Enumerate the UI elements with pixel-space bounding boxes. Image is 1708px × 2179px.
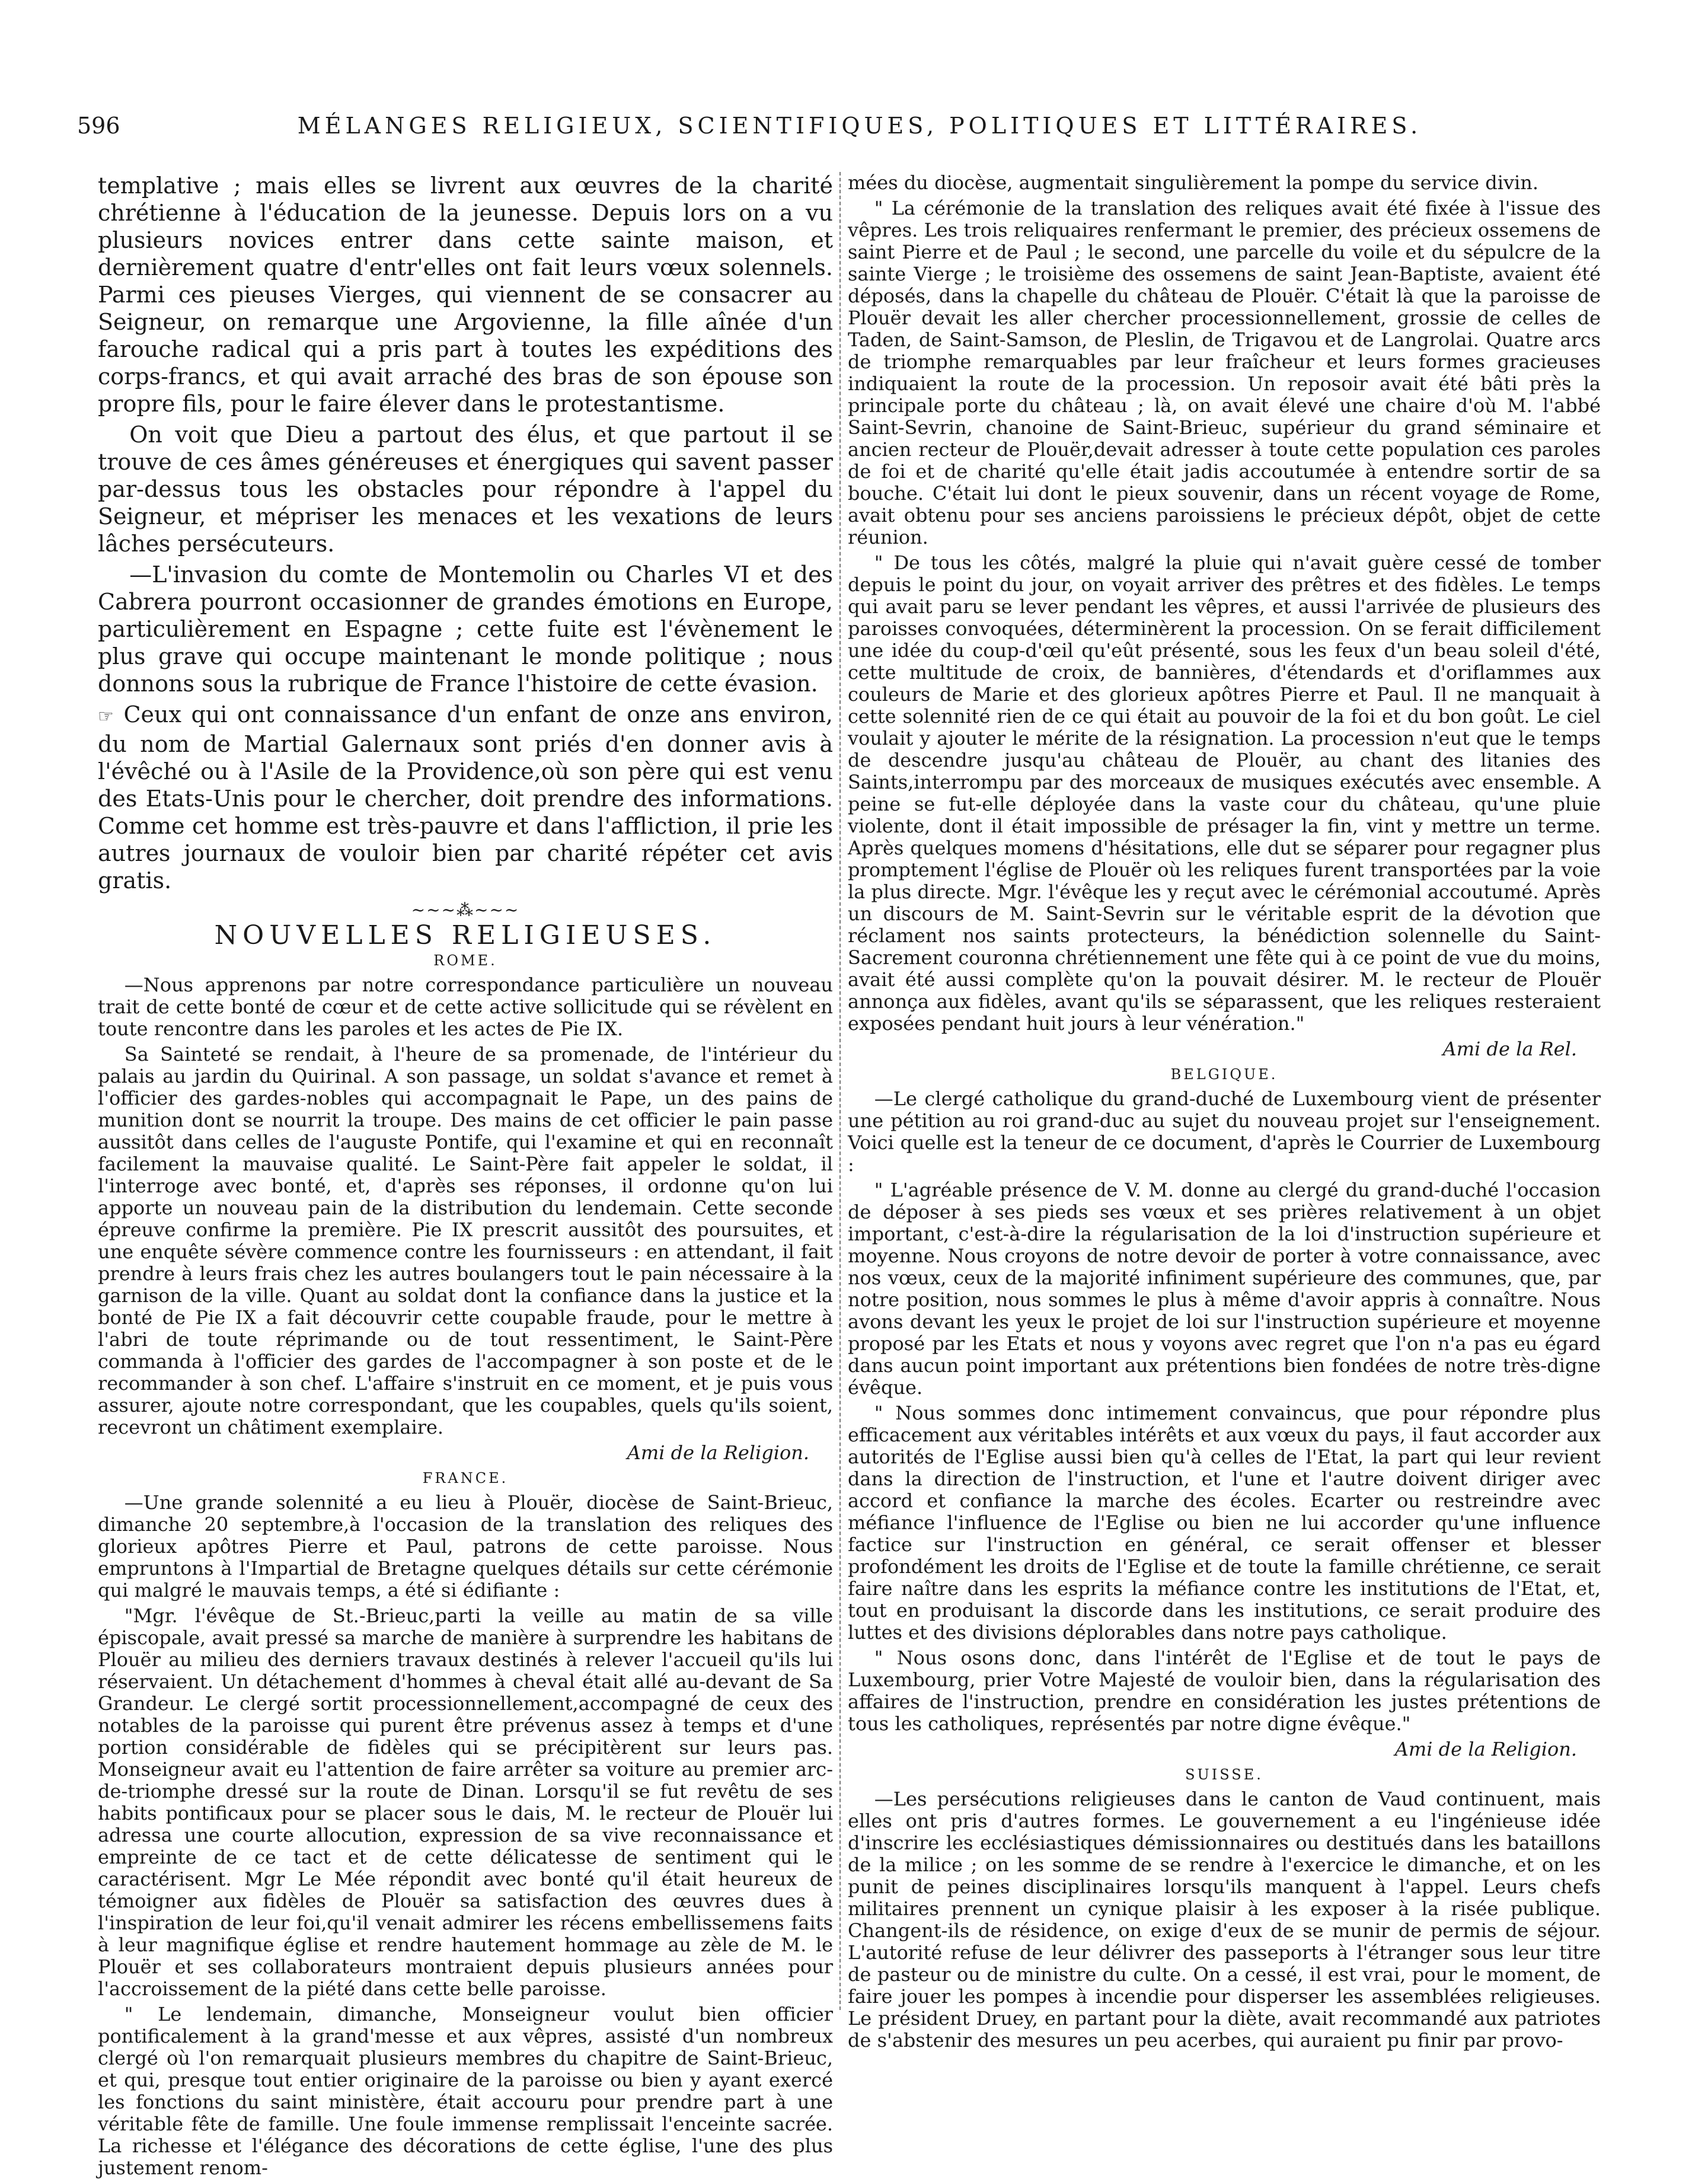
source-signature: Ami de la Religion.: [1394, 1738, 1577, 1760]
column-divider: [839, 172, 841, 2010]
article-paragraph: " Nous sommes donc intimement convaincus, que pour répondre plus efficacement aux véritables intérêts et aux vœux du pays, il faut accorder aux autorités de l'Eglise aussi bien qu'à celles de l'Etat, la part qui leur revient dans la direction de l'instruction, et l'une et l'autre doivent diriger avec accord et confiance la marche des écoles. Ecarter ou restreindre avec méfiance l'influence de l'Eglise ou bien ne lui accorder qu'une influence factice sur l'instruction en général, ce serait offenser et blesser profondément les droits de l'Eglise et de toute la famille chrétienne, ce serait faire naître dans les esprits la méfiance contre les institutions de l'Etat, et, tout en produisant la discorde dans les institutions, ce serait produire des luttes et des divisions déplorables dans notre pays catholique.: [848, 1402, 1601, 1644]
notice-paragraph: [98, 701, 833, 894]
article-paragraph: On voit que Dieu a partout des élus, et que partout il se trouve de ces âmes généreuses et énergiques qui savent passer par-dessus tous les obstacles pour répondre à l'appel du Seigneur, et mépriser les menaces et les vexations de leurs lâches persécuteurs.: [98, 422, 833, 557]
article-paragraph: —Les persécutions religieuses dans le canton de Vaud continuent, mais elles ont pris d'autres formes. Le gouvernement a eu l'ingénieuse idée d'inscrire les ecclésiastiques démissionnaires ou destitués dans les bataillons de la milice ; on les somme de se rendre à l'exercice le dimanche, et on les punit de peines disciplinaires lorsqu'ils manquent à l'appel. Leurs chefs militaires prennent un cynique plaisir à les exposer à la risée publique. Changent-ils de résidence, on exige d'eux de se munir de permis de séjour. L'autorité refuse de leur délivrer des passeports à l'étranger sous leur titre de pasteur ou de ministre du culte. On a cessé, il est vrai, pour le moment, de faire jouer les pompes à incendie pour disperser les assemblées religieuses. Le président Druey, en partant pour la diète, avait recommandé aux patriotes de s'abstenir des mesures un peu acerbes, qui auraient pu finir par provo-: [848, 1788, 1601, 2052]
running-title: MÉLANGES RELIGIEUX, SCIENTIFIQUES, POLITIQUES ET LITTÉRAIRES.: [297, 113, 1422, 139]
subsection-heading-belgique: BELGIQUE.: [1170, 1066, 1278, 1083]
article-paragraph: —L'invasion du comte de Montemolin ou Charles VI et des Cabrera pourront occasionner de grandes émotions en Europe, particulièrement en Espagne ; cette fuite est l'évènement le plus grave qui occupe maintenant le monde politique ; nous donnons sous la rubrique de France l'histoire de cette évasion.: [98, 562, 833, 697]
subsection-heading-suisse: SUISSE.: [1185, 1766, 1263, 1783]
article-paragraph: " De tous les côtés, malgré la pluie qui n'avait guère cessé de tomber depuis le point du jour, on voyait arriver des prêtres et des fidèles. Le temps qui avait paru se lever pendant les vêpres, et aussi l'arrivée de plusieurs des paroisses convoquées, déterminèrent la procession. On se ferait difficilement une idée du coup-d'œil qu'eût présenté, sous les feux d'un beau soleil d'été, cette multitude de croix, de bannières, d'étendards et d'oriflammes aux couleurs de Marie et des glorieux apôtres Pierre et Paul. Il ne manquait à cette solennité rien de ce qui était au pouvoir de la foi et du bon goût. Le ciel voulait y ajouter le mérite de la résignation. La procession n'eut que le temps de descendre jusqu'au château de Plouër, au chant des litanies des Saints,interrompu par des morceaux de musiques exécutés avec ensemble. A peine se fut-elle déployée dans la vaste cour du château, qu'une pluie violente, dont il était impossible de présager la fin, vint y mettre un terme. Après quelques momens d'hésitations, elle dut se séparer pour regagner plus promptement l'église de Plouër où les reliques furent transportées par la voie la plus directe. Mgr. l'évêque les y reçut avec le cérémonial accoutumé. Après un discours de M. Saint-Sevrin sur le véritable esprit de la dévotion que réclament nos saints protecteurs, la bénédiction solennelle du Saint-Sacrement couronna chrétiennement une fête qui à ce point de vue du moins, avait été aussi complète qu'on la pouvait désirer. M. le recteur de Plouër annonça aux fidèles, avant qu'ils se séparassent, que les reliques resteraient exposées pendant huit jours à leur vénération.": [848, 551, 1601, 1035]
article-paragraph: Sa Sainteté se rendait, à l'heure de sa promenade, de l'intérieur du palais au jardin du Quirinal. A son passage, un soldat s'avance et remet à l'officier des gardes-nobles qui accompagnait le Pape, un des pains de munition dont se nourrit la troupe. Des mains de cet officier le pain passe aussitôt dans celles de l'auguste Pontife, qui l'examine et qui en reconnaît facilement la mauvaise qualité. Le Saint-Père fait appeler le soldat, il l'interroge avec bonté, et, d'après ses réponses, il ordonne qu'on lui apporte un nouveau pain de la distribution du lendemain. Cette seconde épreuve confirme la première. Pie IX prescrit aussitôt des poursuites, et une enquête sévère commence contre les fournisseurs : en attendant, il fait prendre à leurs frais chez les autres boulangers tout le pain nécessaire à la garnison de la ville. Quant au soldat dont la confiance dans la justice et la bonté de Pie IX a fait découvrir cette coupable fraude, pour le mettre à l'abri de toute réprimande ou de tout ressentiment, le Saint-Père commanda à l'officier des gardes de l'accompagner à son poste et de le recommander à son chef. L'affaire s'instruit en ce moment, et je puis vous assurer, ajoute notre correspondant, que les coupables, quels qu'ils soient, recevront un châtiment exemplaire.: [98, 1043, 833, 1438]
right-column: [848, 171, 1601, 2052]
article-paragraph: " L'agréable présence de V. M. donne au clergé du grand-duché l'occasion de déposer à ses pieds ses vœux et ses prières relativement à un objet important, c'est-à-dire la régularisation de la loi d'instruction supérieure et moyenne. Nous croyons de notre devoir de porter à votre connaissance, avec nos vœux, ceux de la majorité infiniment supérieure des communes, que, par notre position, nous sommes le plus à même d'avoir appris à connaître. Nous avons devant les yeux le projet de loi sur l'instruction supérieure et moyenne proposé par les Etats et nous y voyons avec regret que l'on n'a pas eu égard dans aucun point important aux prétentions bien fondées de notre très-digne évêque.: [848, 1179, 1601, 1399]
subsection-heading-france: FRANCE.: [422, 1470, 509, 1486]
source-signature: Ami de la Religion.: [627, 1441, 809, 1464]
source-signature: Ami de la Rel.: [1442, 1038, 1577, 1060]
left-column: [98, 172, 833, 2179]
page-header: [77, 113, 1642, 148]
ornament-divider: ~~~⁂~~~: [411, 900, 520, 920]
article-paragraph: " Le lendemain, dimanche, Monseigneur voulut bien officier pontificalement à la grand'messe et aux vêpres, assisté d'un nombreux clergé où l'on remarquait plusieurs membres du chapitre de Saint-Brieuc, et qui, presque tout entier originaire de la paroisse ou bien y ayant exercé les fonctions du saint ministère, était accouru pour prendre part à une véritable fête de famille. Une foule immense remplissait l'enceinte sacrée. La richesse et l'élégance des décorations de cette église, l'une des plus justement renom-: [98, 2003, 833, 2179]
article-paragraph: templative ; mais elles se livrent aux œuvres de la charité chrétienne à l'éducation de la jeunesse. Depuis lors on a vu plusieurs novices entrer dans cette sainte maison, et dernièrement quatre d'entr'elles ont fait leurs vœux solennels. Parmi ces pieuses Vierges, qui viennent de se consacrer au Seigneur, on remarque une Argovienne, la fille aînée d'un farouche radical qui a pris part à toutes les expéditions des corps-francs, et qui avait arraché des bras de son épouse son propre fils, pour le faire élever dans le protestantisme.: [98, 173, 833, 417]
pointing-hand-icon: ☞: [98, 706, 114, 727]
article-paragraph: mées du diocèse, augmentait singulièrement la pompe du service divin.: [848, 171, 1539, 194]
article-paragraph: "Mgr. l'évêque de St.-Brieuc,parti la veille au matin de sa ville épiscopale, avait pressé sa marche de manière à surprendre les habitans de Plouër au milieu des derniers travaux destinés à relever l'accueil qu'ils lui réservaient. Un détachement d'hommes à cheval était allé au-devant de Sa Grandeur. Le clergé sortit processionnellement,accompagné de ceux des notables de la paroisse qui purent être prévenus assez à temps et d'une portion considérable de fidèles qui se précipitèrent sur leurs pas. Monseigneur avait eu l'attention de faire arrêter sa voiture au premier arc-de-triomphe dressé sur la route de Dinan. Lorsqu'il se fut revêtu de ses habits pontificaux pour se placer sous le dais, M. le recteur de Plouër lui adressa une courte allocution, expression de sa vive reconnaissance et empreinte de ce tact et de cette délicatesse de sentiment qui le caractérisent. Mgr Le Mée répondit avec bonté qu'il était heureux de témoigner aux fidèles de Plouër sa satisfaction des œuvres dues à l'inspiration de leur foi,qu'il venait admirer les récens embellissemens faits à leur magnifique église et rendre hautement hommage au zèle de M. le Plouër et ses collaborateurs montraient depuis plusieurs années pour l'accroissement de la piété dans cette belle paroisse.: [98, 1604, 833, 2000]
article-paragraph: —Nous apprenons par notre correspondance particulière un nouveau trait de cette bonté de cœur et de cette active sollicitude qui se révèlent en toute rencontre dans les paroles et les actes de Pie IX.: [98, 974, 833, 1040]
subsection-heading-rome: ROME.: [433, 952, 497, 969]
article-paragraph: " La cérémonie de la translation des reliques avait été fixée à l'issue des vêpres. Les trois reliquaires renfermant le premier, des précieux ossemens de saint Pierre et de Paul ; le second, une parcelle du voile et du sépulcre de la sainte Vierge ; le troisième des ossemens de saint Jean-Baptiste, avaient été déposés, dans la chapelle du château de Plouër. C'était là que la paroisse de Plouër devait les aller chercher processionnellement, grossie de celles de Taden, de Saint-Samson, de Pleslin, de Trigavou et de Langrolai. Quatre arcs de triomphe remarquables par leur fraîcheur et leurs formes gracieuses indiquaient la route de la procession. Un reposoir avait été bâti près la principale porte du château ; là, on avait élevé une chaire d'où M. l'abbé Saint-Sevrin, chanoine de Saint-Brieuc, supérieur du grand séminaire et ancien recteur de Plouër,devait adresser à toute cette population ces paroles de foi et de charité qu'elle était jadis accoutumée à entendre sortir de sa bouche. C'était lui dont le pieux souvenir, dans un récent voyage de Rome, avait obtenu pour ses anciens paroissiens le précieux dépôt, objet de cette réunion.: [848, 197, 1601, 548]
article-paragraph: —Le clergé catholique du grand-duché de Luxembourg vient de présenter une pétition au roi grand-duc au sujet du nouveau projet sur l'enseignement. Voici quelle est la teneur de ce document, d'après le Courrier de Luxembourg :: [848, 1087, 1601, 1176]
page-number: 596: [77, 113, 120, 139]
article-paragraph: —Une grande solennité a eu lieu à Plouër, diocèse de Saint-Brieuc, dimanche 20 septembre,à l'occasion de la translation des reliques des glorieux apôtres Pierre et Paul, patrons de cette paroisse. Nous empruntons à l'Impartial de Bretagne quelques détails sur cette cérémonie qui malgré le mauvais temps, a été si édifiante :: [98, 1491, 833, 1601]
section-title: NOUVELLES RELIGIEUSES.: [214, 920, 717, 950]
notice-text: Ceux qui ont connaissance d'un enfant de onze ans environ, du nom de Martial Galernaux sont priés d'en donner avis à l'évêché ou à l'Asile de la Providence,où son père qui est venu des Etats-Unis pour le chercher, doit prendre des informations. Comme cet homme est très-pauvre et dans l'affliction, il prie les autres journaux de vouloir bien par charité répéter cet avis gratis.: [98, 701, 833, 894]
article-paragraph: " Nous osons donc, dans l'intérêt de l'Eglise et de tout le pays de Luxembourg, prier Votre Majesté de vouloir bien, dans la régularisation des affaires de l'instruction, prendre en considération les justes prétentions de tous les catholiques, représentés par notre digne évêque.": [848, 1647, 1601, 1735]
